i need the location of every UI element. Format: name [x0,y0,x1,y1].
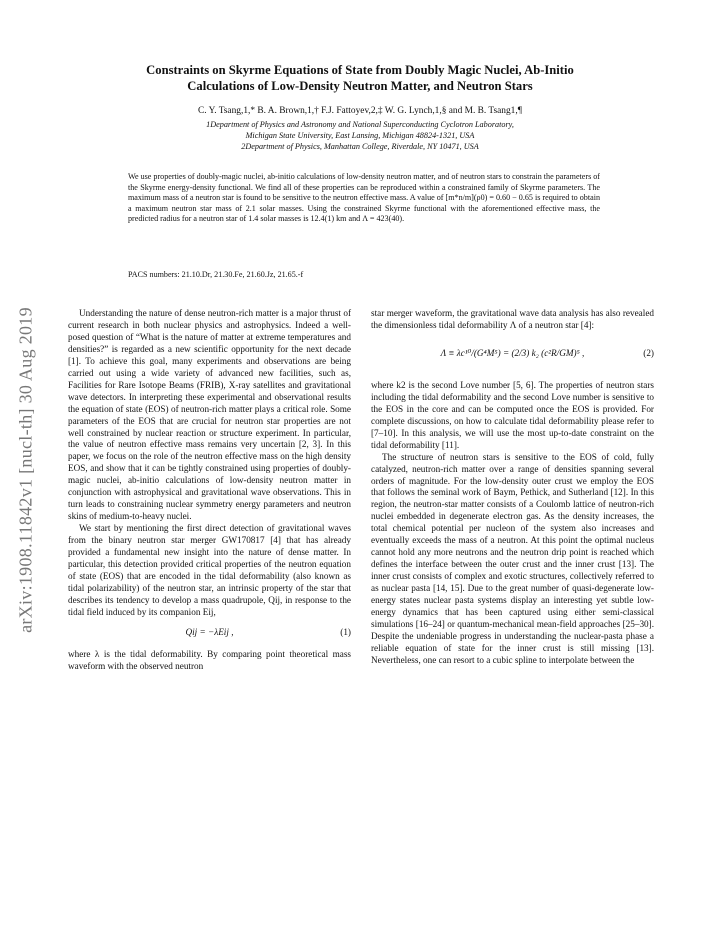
paragraph: where λ is the tidal deformability. By comparing point theoretical mass waveform with the observed neutron [68,648,351,671]
left-column [68,308,351,673]
equation-2-body: Λ ≡ λc¹⁰/(G⁴M⁵) = (2/3) k₂ (c²R/GM)⁵ , [440,347,585,358]
paper-title [80,62,640,94]
paragraph: The structure of neutron stars is sensitive to the EOS of cold, fully catalyzed, neutron-rich matter over a range of densities spanning several orders of magnitude. For the low-density outer crust we employ the EOS that follows the seminal work of Baym, Pethick, and Sutherland [12]. In this region, the neutron-star matter consists of a Coulomb lattice of neutron-rich nuclei embedded in degenerate electron gas. As the density increases, the total chemical potential per nucleon of the system also increases and eventually exceeds the mass of a neutron. At this point the optimal nucleus cannot hold any more neutrons and the neutron drip point is reached which defines the interface between the outer crust and the inner crust [13]. The inner crust consists of complex and exotic structures, collectively referred to as nuclear pasta [14, 15]. Due to the great number of quasi-degenerate low-energy states nuclear pasta systems display an interesting yet subtle low-energy dynamics that has been captured using either semi-classical simulations [16–24] or quantum-mechanical mean-field approaches [25–30]. Despite the undeniable progress in understanding the nuclear-pasta phase a reliable equation of state for the inner crust is still missing [13]. Nevertheless, one can resort to a cubic spline to interpolate between the [371,451,654,665]
affiliations [80,119,640,152]
pacs-numbers: PACS numbers: 21.10.Dr, 21.30.Fe, 21.60.Jz, 21.65.-f [128,270,304,279]
equation-2-number: (2) [643,347,654,358]
paragraph: We start by mentioning the first direct detection of gravitational waves from the binary neutron star merger GW170817 [4] that has already provided a fundamental new insight into the nature of dense matter. In particular, this detection provided critical properties of the neutron equation of state (EOS) that are encoded in the tidal deformability (also known as tidal polarizability) of the neutron star, an intrinsic property of the star that describes its tendency to develop a mass quadrupole, Qij, in response to the tidal field induced by its companion Eij, [68,523,351,617]
equation-1-number: (1) [340,626,351,637]
affiliation-line: Michigan State University, East Lansing, Michigan 48824-1321, USA [245,131,475,140]
author-list: C. Y. Tsang,1,* B. A. Brown,1,† F.J. Fattoyev,2,‡ W. G. Lynch,1,§ and M. B. Tsang1,¶ [198,106,522,116]
title-line-1: Constraints on Skyrme Equations of State from Doubly Magic Nuclei, Ab-Initio [146,63,574,77]
paragraph: where k2 is the second Love number [5, 6]. The properties of neutron stars including the tidal deformability and the second Love number is sensitive to the EOS in the core and can be computed once the EOS is provided. For complete discussions, on how to calculate tidal deformability please refer to [7–10]. In this analysis, we will use the most up-to-date constraint on the tidal deformability [11]. [371,379,654,450]
equation-2 [371,336,654,376]
affiliation-line: 2Department of Physics, Manhattan College, Riverdale, NY 10471, USA [241,142,479,151]
paragraph: star merger waveform, the gravitational wave data analysis has also revealed the dimensionless tidal deformability Λ of a neutron star [4]: [371,308,654,330]
paragraph: Understanding the nature of dense neutron-rich matter is a major thrust of current research in both nuclear physics and astrophysics. Indeed a well-posed question of “What is the nature of matter at extreme temperatures and densities?” is regarded as a new scientific opportunity for the next decade [1]. To achieve this goal, many experiments and observations are being carried out using a wide variety of advanced new facilities, such as, Facilities for Rare Isotope Beams (FRIB), X-ray satellites and gravitational wave detectors. In interpreting these experimental and observational results the equation of state (EOS) of neutron-rich matter plays a critical role. Some parameters of the EOS that are crucial for neutron star properties are not well constrained by nuclear reaction or structure experiment. In particular, the value of neutron effective mass remains very uncertain [2, 3]. In this paper, we focus on the role of the neutron effective mass on the high density EOS, and show that it can be tightly constrained using properties of doubly-magic nuclei, ab-initio calculations of low-density neutron matter in conjunction with astrophysical and gravitational wave observations. This in turn leads to constraining nuclear symmetry energy parameters and neutron skins of medium-to-heavy nuclei. [68,308,351,522]
affiliation-line: 1Department of Physics and Astronomy and National Superconducting Cyclotron Laboratory, [206,120,514,129]
arxiv-stamp [6,270,46,670]
equation-1-body: Qij = −λEij , [185,626,234,637]
paper-header [80,62,640,152]
right-column [371,308,654,667]
arxiv-stamp-text: arXiv:1908.11842v1 [nucl-th] 30 Aug 2019 [15,307,36,633]
abstract: We use properties of doubly-magic nuclei, ab-initio calculations of low-density neutron matter, and of neutron stars to constrain the parameters of the Skyrme energy-density functional. We find all of these properties can be reproduced within a constrained family of Skyrme parameters. The maximum mass of a neutron star is found to be sensitive to the neutron effective mass. A value of [m*n/m](ρ0) = 0.60 − 0.65 is required to obtain a maximum neutron star mass of 2.1 solar masses. Using the constrained Skyrme functional with the aforementioned effective mass, the predicted radius for a neutron star of 1.4 solar masses is 12.4(1) km and Λ = 423(40). [128,172,600,223]
equation-1 [68,623,351,645]
title-line-2: Calculations of Low-Density Neutron Matter, and Neutron Stars [187,79,533,93]
